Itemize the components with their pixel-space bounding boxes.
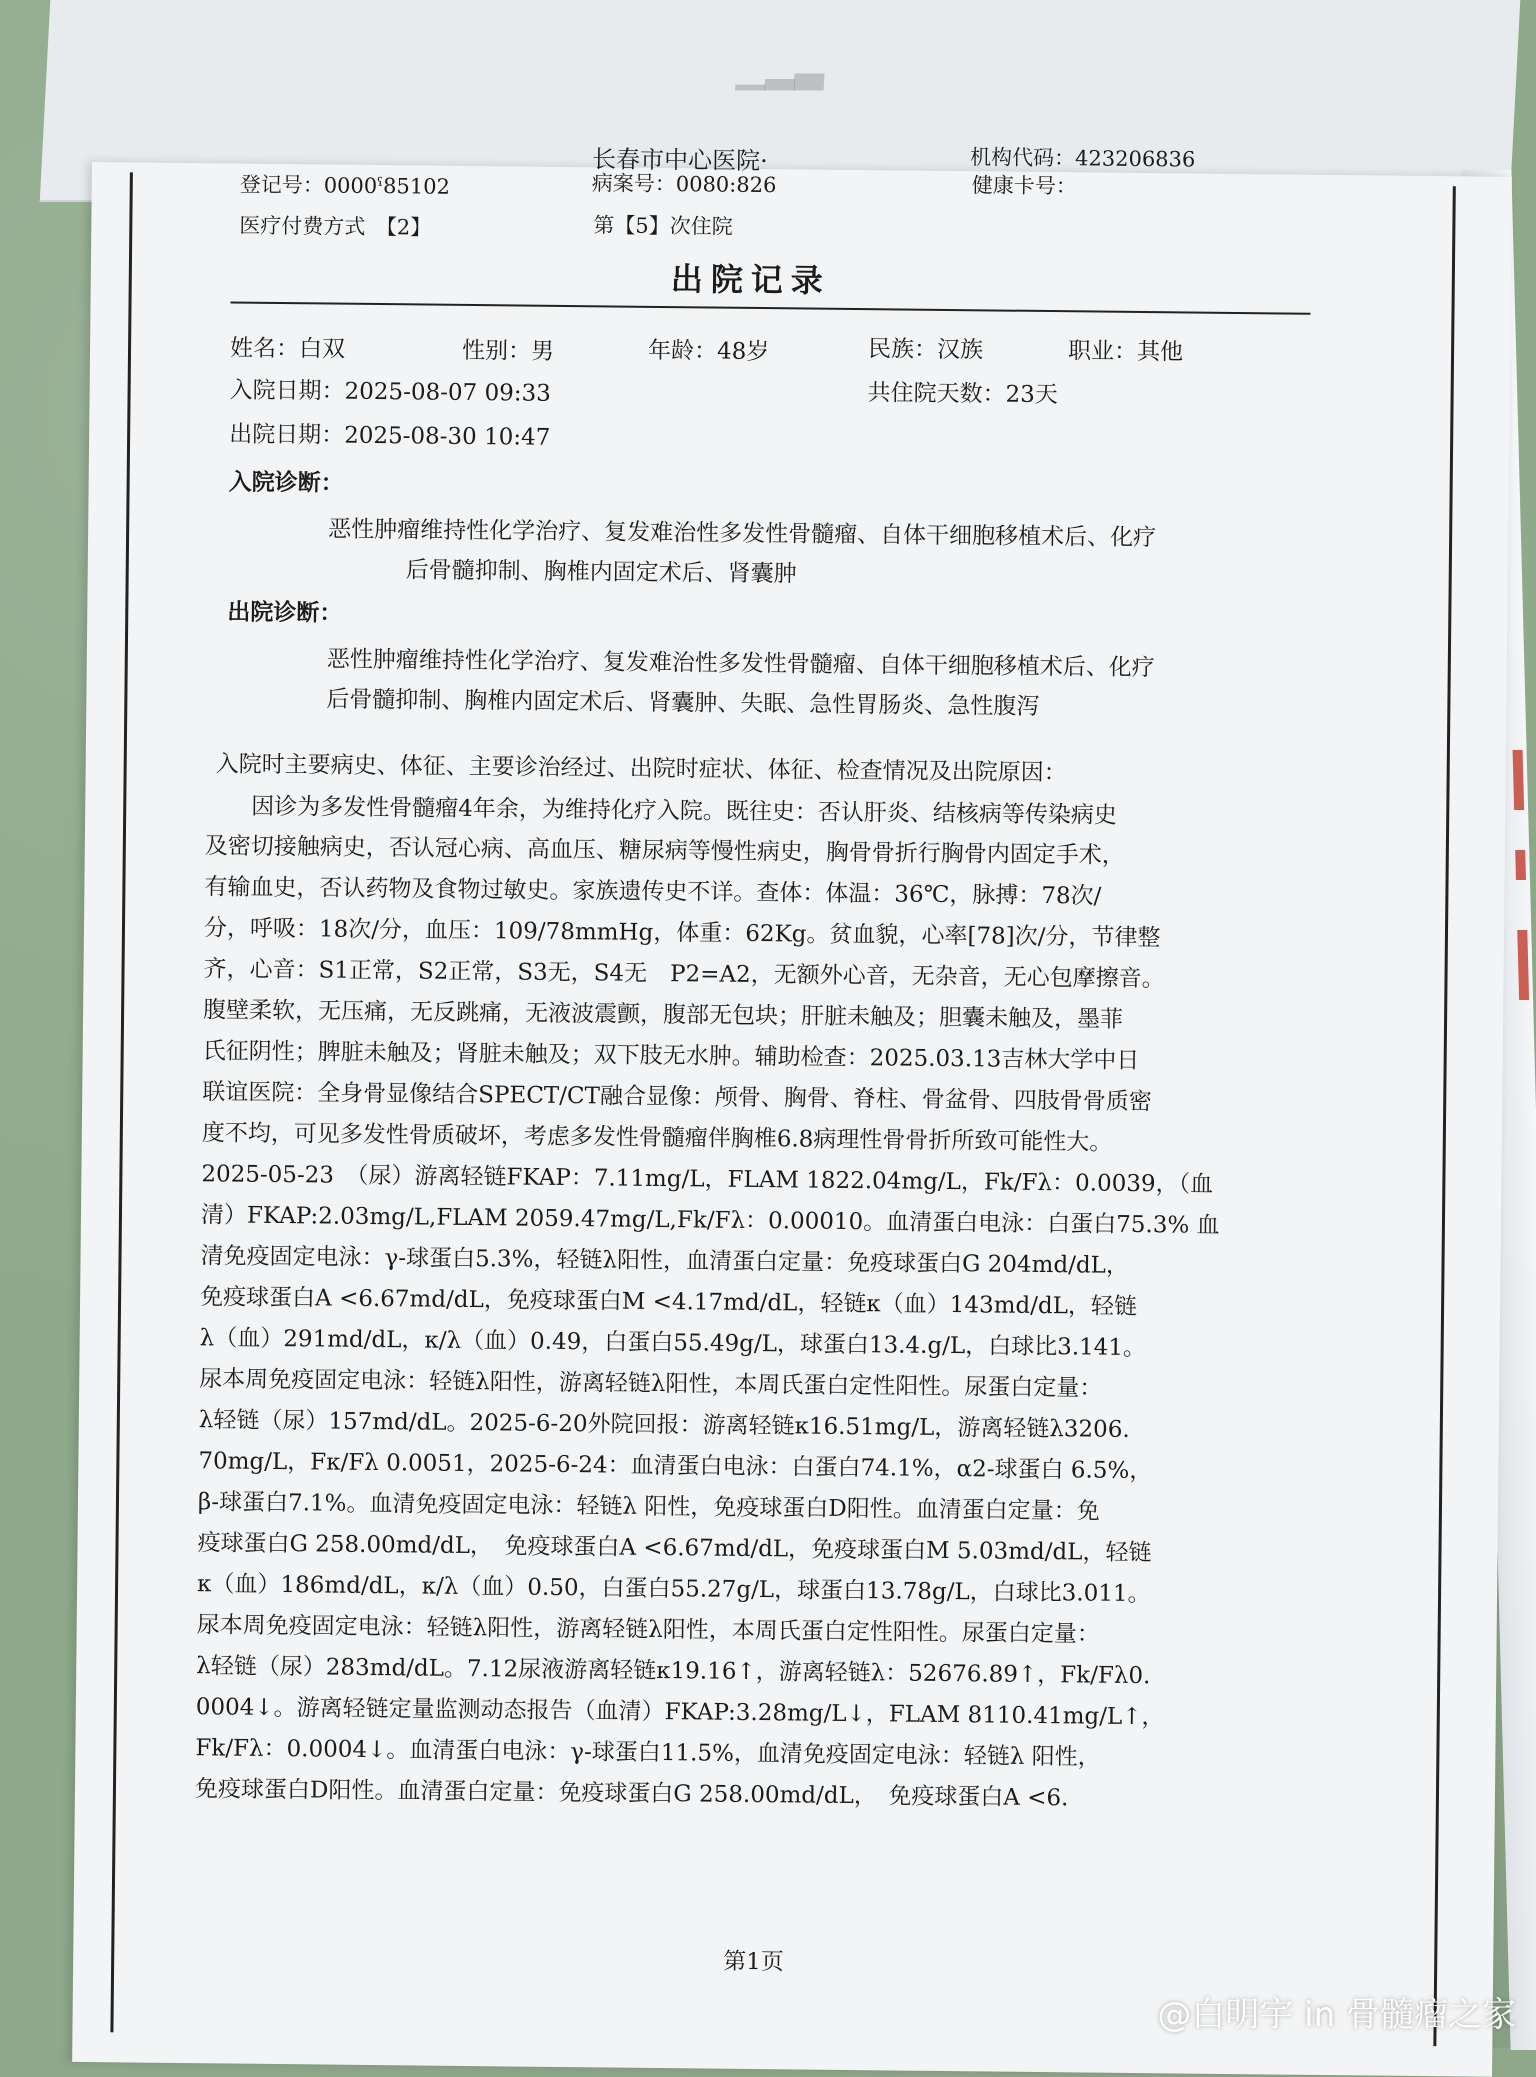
history-line: β-球蛋白7.1%。血清免疫固定电泳：轻链λ 阳性，免疫球蛋白D阳性。血清蛋白定量：免 xyxy=(197,1489,1100,1525)
history-line: λ轻链（尿）283md/dL。7.12尿液游离轻链κ19.16↑，游离轻链λ：52676.89↑，Fk/Fλ0. xyxy=(196,1653,1151,1690)
history-line: 因诊为多发性骨髓瘤4年余，为维持化疗入院。既往史：否认肝炎、结核病等传染病史 xyxy=(205,793,1117,829)
hospital-name: 长春市中心医院· xyxy=(591,145,768,176)
history-line: 尿本周免疫固定电泳：轻链λ阳性，游离轻链λ阳性，本周氏蛋白定性阳性。尿蛋白定量： xyxy=(196,1612,1100,1648)
admit-date: 入院日期：2025-08-07 09:33 xyxy=(229,377,551,407)
history-line: 尿本周免疫固定电泳：轻链λ阳性，游离轻链λ阳性，本周氏蛋白定性阳性。尿蛋白定量： xyxy=(199,1366,1103,1402)
patient-name: 姓名：白双 xyxy=(229,335,346,363)
history-line: 免疫球蛋白A <6.67md/dL，免疫球蛋白M <4.17md/dL，轻链κ（血）143md/dL，轻链 xyxy=(199,1284,1138,1321)
history-line: 腹壁柔软，无压痛，无反跳痛，无液波震颤，腹部无包块；肝脏未触及；胆囊未触及，墨菲 xyxy=(202,997,1124,1033)
org-code: 机构代码：423206836 xyxy=(969,145,1196,172)
page-title: 出院记录 xyxy=(670,260,832,300)
watermark-text: @白明宇 in 骨髓瘤之家 xyxy=(1157,1995,1516,2035)
payment-method: 医疗付费方式 【2】 xyxy=(239,213,432,240)
discharge-diagnosis-line: 恶性肿瘤维持性化学治疗、复发难治性多发性骨髓瘤、自体干细胞移植术后、化疗 xyxy=(326,646,1155,682)
history-line: κ（血）186md/dL，κ/λ（血）0.50，白蛋白55.27g/L，球蛋白13.78g/L，白球比3.011。 xyxy=(196,1571,1151,1608)
register-number: 登记号：0000ˁ85102 xyxy=(239,172,451,199)
patient-age: 年龄：48岁 xyxy=(647,337,770,366)
history-line: 分，呼吸：18次/分，血压：109/78mmHg，体重：62Kg。贫血貌，心率[78]次/分，节律整 xyxy=(203,915,1161,952)
history-line: 氏征阴性；脾脏未触及；肾脏未触及；双下肢无水肿。辅助检查：2025.03.13吉林大学中日 xyxy=(202,1038,1140,1075)
history-line: 及密切接触病史，否认冠心病、高血压、糖尿病等慢性病史，胸骨骨折行胸骨内固定手术， xyxy=(204,833,1125,869)
admit-diagnosis-line: 恶性肿瘤维持性化学治疗、复发难治性多发性骨髓瘤、自体干细胞移植术后、化疗 xyxy=(328,516,1157,552)
faint-heading-text: ▁▂▃ xyxy=(735,46,826,90)
history-line: Fk/Fλ：0.0004↓。血清蛋白电泳：γ-球蛋白11.5%，血清免疫固定电泳：轻链λ 阳性， xyxy=(195,1735,1101,1771)
red-seal-mark xyxy=(1515,850,1526,880)
history-line: λ轻链（尿）157md/dL。2025-6-20外院回报：游离轻链κ16.51mg/L，游离轻链λ3206. xyxy=(198,1407,1130,1443)
history-label: 入院时主要病史、体征、主要诊治经过、出院时症状、体征、检查情况及出院原因： xyxy=(215,751,1067,787)
admit-diagnosis-line: 后骨髓抑制、胸椎内固定术后、肾囊肿 xyxy=(405,557,797,588)
history-line: 免疫球蛋白D阳性。血清蛋白定量：免疫球蛋白G 258.00md/dL， 免疫球蛋白A <6. xyxy=(194,1776,1069,1812)
health-card: 健康卡号： xyxy=(971,173,1077,199)
patient-gender: 性别：男 xyxy=(461,337,555,365)
admit-diagnosis-label: 入院诊断： xyxy=(228,468,344,497)
hospital-days: 共住院天数：23天 xyxy=(867,380,1059,409)
case-number: 病案号：0080:826 xyxy=(591,171,777,198)
history-line: 度不均，可见多发性骨质破坏，考虑多发性骨髓瘤伴胸椎6.8病理性骨骨折所致可能性大。 xyxy=(201,1120,1113,1156)
discharge-record-page xyxy=(72,145,1512,2077)
history-line: 齐，心音：S1正常，S2正常，S3无，S4无 P2=A2，无额外心音，无杂音，无心包摩擦音。 xyxy=(203,956,1165,993)
history-line: 疫球蛋白G 258.00md/dL， 免疫球蛋白A <6.67md/dL，免疫球蛋白M 5.03md/dL，轻链 xyxy=(197,1530,1152,1567)
history-line: 清）FKAP:2.03mg/L,FLAM 2059.47mg/L,Fk/Fλ：0.00010。血清蛋白电泳：白蛋白75.3% 血 xyxy=(200,1202,1220,1239)
history-line: 清免疫固定电泳：γ-球蛋白5.3%，轻链λ阳性，血清蛋白定量：免疫球蛋白G 204md/dL， xyxy=(200,1243,1130,1279)
discharge-diagnosis-line: 后骨髓抑制、胸椎内固定术后、肾囊肿、失眠、急性胃肠炎、急性腹泻 xyxy=(326,686,1040,720)
history-line: 0004↓。游离轻链定量监测动态报告（血清）FKAP:3.28mg/L↓，FLAM 8110.41mg/L↑， xyxy=(195,1694,1165,1731)
red-seal-mark xyxy=(1517,930,1529,1000)
history-line: λ（血）291md/dL，κ/λ（血）0.49，白蛋白55.49g/L，球蛋白13.4.g/L，白球比3.141。 xyxy=(199,1325,1147,1362)
patient-ethnicity: 民族：汉族 xyxy=(867,336,984,364)
admission-count: 第【5】次住院 xyxy=(593,213,733,239)
red-seal-mark xyxy=(1513,750,1525,810)
discharge-date: 出院日期：2025-08-30 10:47 xyxy=(229,421,551,451)
history-line: 2025-05-23 （尿）游离轻链FKAP：7.11mg/L，FLAM 1822.04mg/L，Fk/Fλ：0.0039，（血 xyxy=(201,1161,1214,1198)
history-line: 70mg/L，Fκ/Fλ 0.0051，2025-6-24：血清蛋白电泳：白蛋白74.1%，α2-球蛋白 6.5%， xyxy=(198,1448,1153,1485)
history-line: 有输血史，否认药物及食物过敏史。家族遗传史不详。查体：体温：36℃，脉搏：78次/ xyxy=(204,874,1102,910)
page-number: 第1页 xyxy=(723,1948,784,1976)
discharge-diagnosis-label: 出院诊断： xyxy=(227,598,343,627)
patient-occupation: 职业：其他 xyxy=(1067,338,1184,366)
history-line: 联谊医院：全身骨显像结合SPECT/CT融合显像：颅骨、胸骨、脊柱、骨盆骨、四肢骨骨质密 xyxy=(202,1079,1153,1116)
